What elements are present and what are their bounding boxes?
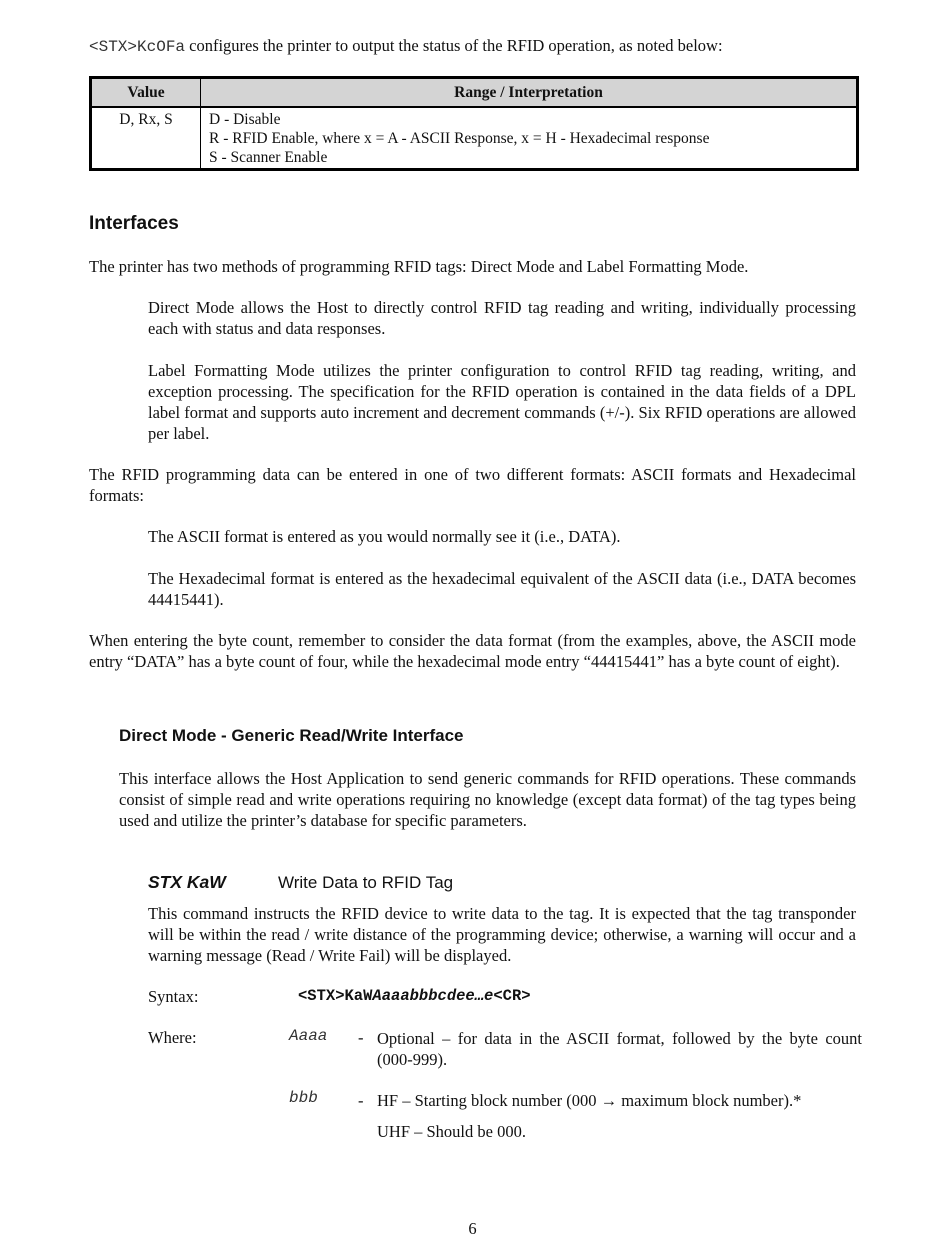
table-row <box>91 107 858 170</box>
syntax-value <box>298 987 531 1005</box>
param-desc-bbb-uhf: UHF – Should be 000. <box>377 1122 526 1141</box>
param-dash-bbb: - <box>358 1091 364 1110</box>
table-cell-interpretation <box>201 107 858 170</box>
direct-mode-heading: Direct Mode - Generic Read/Write Interface <box>119 726 464 745</box>
interfaces-p2: Direct Mode allows the Host to directly control RFID tag reading and writing, individually processing each with status and data responses. <box>148 298 856 338</box>
interfaces-p7: When entering the byte count, remember to consider the data format (from the examples, above, the ASCII mode entry “DATA” has a byte count of four, while the hexadecimal mode entry “44415441” has a byte count of eight). <box>89 631 856 671</box>
syntax-params: Aaaabbbcdee…e <box>372 987 494 1005</box>
param-desc-bbb: HF – Starting block number (000 → maximum block number).* <box>377 1091 802 1110</box>
command-header <box>148 872 226 893</box>
table-header-row <box>91 78 858 108</box>
command-title: Write Data to RFID Tag <box>278 873 454 892</box>
intro-text: configures the printer to output the status of the RFID operation, as noted below: <box>189 36 723 55</box>
interfaces-p6: The Hexadecimal format is entered as the hexadecimal equivalent of the ASCII data (i.e., DATA becomes 44415441). <box>148 569 856 609</box>
command-name: STX KaW <box>148 872 226 892</box>
table-line-rfid: R - RFID Enable, where x = A - ASCII Response, x = H - Hexadecimal response <box>209 130 710 147</box>
value-table-wrap <box>89 76 859 171</box>
syntax-prefix: <STX>KaW <box>298 987 373 1005</box>
intro-line <box>89 36 869 56</box>
value-table <box>89 76 859 171</box>
table-line-disable: D - Disable <box>209 111 281 128</box>
param-dash-aaaa: - <box>358 1028 364 1047</box>
table-cell-value: D, Rx, S <box>91 107 201 170</box>
page-number: 6 <box>468 1219 477 1238</box>
interfaces-p4: The RFID programming data can be entered in one of two different formats: ASCII formats and Hexadecimal formats: <box>89 465 856 505</box>
direct-mode-p1: This interface allows the Host Application to send generic commands for RFID operations. These commands consist of simple read and write operations requiring no knowledge (except data format) of the tag types being used and utilize the printer’s database for specific parameters. <box>119 769 856 830</box>
table-header-value: Value <box>91 78 201 108</box>
interfaces-p3: Label Formatting Mode utilizes the printer configuration to control RFID tag reading, writing, and exception processing. The specification for the RFID operation is contained in the data fields of a DPL label format and supports auto increment and decrement commands (+/-). Six RFID operations are allowed per label. <box>148 361 856 443</box>
param-desc-aaaa: Optional – for data in the ASCII format, followed by the byte count (000-999). <box>377 1029 862 1069</box>
interfaces-p5: The ASCII format is entered as you would normally see it (i.e., DATA). <box>148 527 621 546</box>
syntax-suffix: <CR> <box>493 987 531 1005</box>
param-name-aaaa: Aaaa <box>289 1027 328 1045</box>
interfaces-p1: The printer has two methods of programming RFID tags: Direct Mode and Label Formatting Mode. <box>89 257 749 276</box>
param-name-bbb: bbb <box>289 1089 318 1107</box>
syntax-label: Syntax: <box>148 987 199 1006</box>
command-description: This command instructs the RFID device to write data to the tag. It is expected that the tag transponder will be within the read / write distance of the programming device; otherwise, a warning will occur and a warning message (Read / Write Fail) will be displayed. <box>148 904 856 965</box>
table-line-scanner: S - Scanner Enable <box>209 149 328 166</box>
interfaces-heading: Interfaces <box>89 213 179 234</box>
table-header-range: Range / Interpretation <box>201 78 858 108</box>
where-label: Where: <box>148 1028 197 1047</box>
intro-code: <STX>KcOFa <box>89 38 186 56</box>
